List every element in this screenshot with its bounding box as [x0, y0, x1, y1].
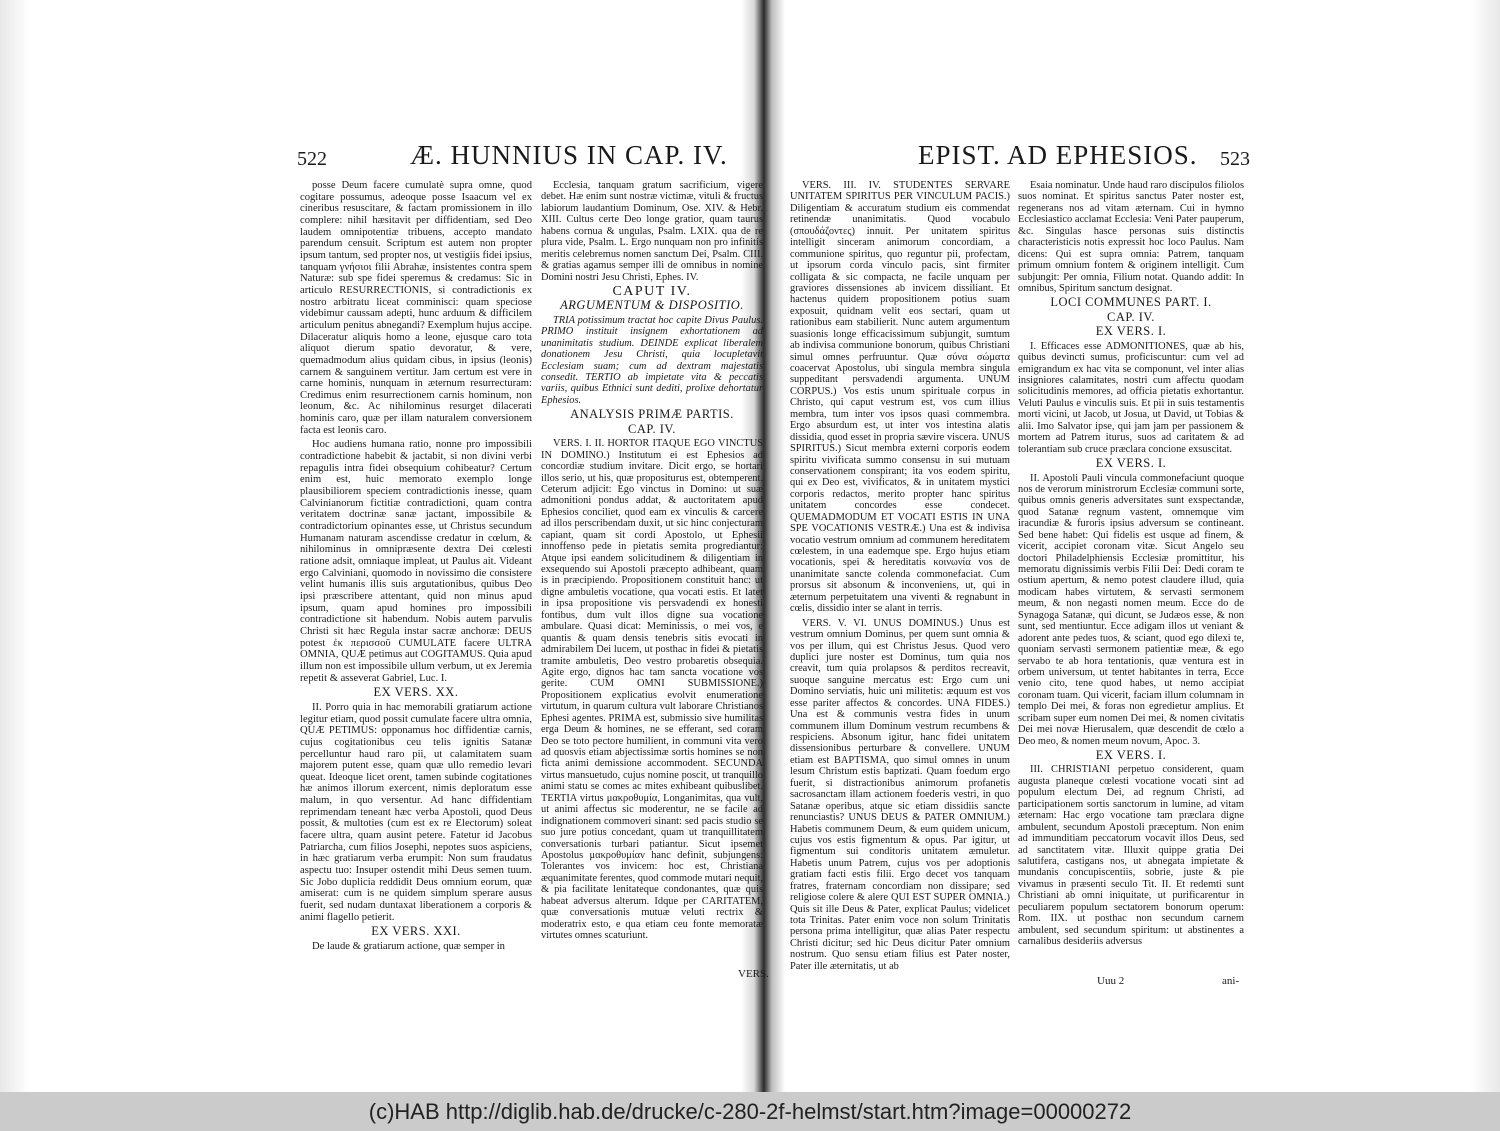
chapter-subheading: CAP. IV. [628, 421, 676, 436]
right-running-head: EPIST. AD EPHESIOS. [918, 140, 1198, 170]
right-column-1 [790, 180, 1010, 975]
left-catchword: VERS. [738, 968, 769, 980]
section-heading: LOCI COMMUNES PART. I. [1050, 295, 1212, 310]
paragraph: VERS. I. II. HORTOR ITAQUE EGO VINCTUS IN DOMINO.) Institutum ei est Ephesios ad concordiæ studium invitare. Dicit ergo, se hortari illos serio, ut his, quæ propositurus est, obtemperent. Ceterum adjicit: Ego vinctus in Domino: ut suæ admonitioni pondus addat, & auctoritatem apud Ephesios conciliet, quod eam ex vinculis & carcere ad illos perscribendam duxit, ut sic hinc conjecturam capiant, quam sit cordi Apostolo, ut Ephesii innoffenso pede in pietatis semita progrediantur: Atque ipsi eandem solicitudinem & diligentiam in exsequendo sui Apostoli præcepto adhibeant, quam is in præcipiendo. Propositionem constituit hanc: ut digne ambuletis vocatione, qua vocati estis. Et latet in ipsa propositione vis persvadendi ex honesti fontibus, dum vult illos digne sua vocatione ambulare. Quasi dicat: Meminissis, o mei vos, e quantis & quam densis tenebris sitis evocati in admirabilem Dei lucem, ut posthac in fidei & pietatis tramite ambuletis, Deo vestro probaretis obsequia. Agite ergo, dignos hac tam sancta vocatione vos gerite. CUM OMNI SUBMISSIONE.) Propositionem explicatius evolvit enumeratione virtutum, in quarum cultura vult laborare Christianos Ephesi agentes. PRIMA est, submissio sive humilitas erga Deum & homines, ne se efferant, sed coram Deo se toto pectore humilient, in communi vita vero ad quosvis etiam abjectissimæ sortis homines se non ficta animi demissione accommodent. SECUNDA virtus mansuetudo, cujus nomine poscit, ut tranquillo animi statu se comes ac mites exhibeant quibuslibet. TERTIA virtus μακροθυμία, Longanimitas, qua vult, ut animi affectus sic moderentur, ne se facile ad indignationem commoveri sinant: sed pacis studio se suo jure potius concedant, quam ut tranquillitatem conversationis turbari patiantur. Sicut ipsemet Apostolus μακροθυμίαν hanc definit, subjungens: Tolerantes vos invicem: hoc est, Christiana æquanimitate ferentes, quod commode mutari nequit, & pia facilitate lenitateque condonantes, quæ quis habeat adversus alterum. Idque per CARITATEM, quæ conversationis mutuæ veluti rectrix & moderatrix esto, e qua etiam ceu fonte memoratæ virtutes omnes scaturiunt. [541, 438, 763, 941]
right-column-2 [1018, 180, 1244, 950]
section-heading: EX VERS. XX. [373, 685, 459, 700]
paragraph: De laude & gratiarum actione, quæ semper in [312, 941, 505, 952]
paragraph: VERS. III. IV. STUDENTES SERVARE UNITATEM SPIRITUS PER VINCULUM PACIS.) Diligentiam & accuratum studium eis commendat retinendæ unanimitatis. Quod vocabulo (σπουδάζοντες) innuit. Per unitatem spiritus intelligit sinceram animorum concordiam, a communione spiritus, quo reguntur pii, profectam, ut ipsorum corda vinculo pacis, sint firmiter colligata & sic compacta, ne facile unquam per graviores dissensiones ab invicem dissiliant. Et hactenus quidem propositionem potius suam exposuit, quidnam velit eos sectari, quam ut rationibus eam stabilierit. Nunc autem argumentum suasionis longe efficacissimum subjungit, sumtum ab indivisa communione bonorum, quibus Christiani simul omnes perfruuntur. Quæ σύνα σώματα coacervat Apostolus, ubi singula membra singula suppeditant persvadendi argumenta. UNUM CORPUS.) Vos estis unum spirituale corpus in Christo, qui caput vestrum est, vos cum illius membra, tum inter vos ipsos quasi commembra. Ergo absurdum est, ut inter vos intestina alatis dissidia, quod esset in propria sævire viscera. UNUS SPIRITUS.) Sicut membra externi corporis eodem spiritu vivificata summo consensu in sui mutuam conservationem conspirant; ita vos eodem spiritu, qui ex Deo est, vivificatos, & in unitatem mystici corporis redactos, merito propter hanc spiritus unitatem concordes esse condecet. QUEMADMODUM ET VOCATI ESTIS IN UNA SPE VOCATIONIS VESTRÆ.) Una est & indivisa vocatio vestrum omnium ad communem hereditatem cœlestem, in una eademque spe. Ergo hujus etiam vocationis, spei & hereditatis κοινωνία vos de unanimitate sancte colenda commonefaciat. Cum prorsus sit absonum & inconveniens, ut, qui in æternum perpetuitatem una viventi & regnabunt in cœlis, dissidio inter se alant in terris. [790, 180, 1010, 615]
argument-text: TRIA potissimum tractat hoc capite Divus Paulus. PRIMO instituit insignem exhortationem ad unanimitatis studium. DEINDE explicat liberalem donationem Jesu Christi, quia locupletavit Ecclesiam suam; cum ad dextram majestatis consedit. TERTIO ab impietate vita & peccatis variis, quibus Ethnici sunt dediti, prolixe dehortatur Ephesios. [541, 314, 763, 406]
paragraph: II. Porro quia in hac memorabili gratiarum actione legitur etiam, quod possit cumulate facere ultra omnia, QUÆ PETIMUS: opponamus hoc diffidentiæ carnis, cujus cogitationibus ceu telis ignitis Satanæ percelluntur haud raro pii, ut calamitatem suam majorem putent esse, quam quæ ullo remedio levari queat. Ideoque licet orent, tamen subinde cogitationes hæ animos illorum exercent, nimis deploratum esse malum, in quo versentur. Ad hanc diffidentiam reprimendam teneant hæc verba Apostoli, quod Deus possit, & multoties (cum est ex re Electorum) soleat facere ultra, quam ausint petere. Fatetur id Jacobus Patriarcha, cum filios Josephi, nepotes suos aspiciens, in hæc gratiarum verba erumpit: Non sum fraudatus aspectu tuo: Insuper ostendit mihi Deus semen tuum. Sic Jobo duplicia reddidit Deus omnium eorum, quæ amiserat: cum is ne quidem simplum sperare ausus fuerit, sed nudam duntaxat liberationem a corporis & animi flagello petierit. [300, 701, 532, 923]
paragraph: Hoc audiens humana ratio, nonne pro impossibili contradictione habebit & jactabit, si non divini verbi repagulis intra fidei obsequium cohibeatur? Certum enim est, huic memorato exemplo longe plausibiliorem speciem contradictionis inesse, quam Calvinianorum fictitiæ contradictioni, quam contra veritatem doctrinæ sanæ jactant, impossibile & contradictorium opinantes esse, ut Christus secundum Humanam naturam ascendisse credatur in cœlum, & nihilominus in omnipræsente dextra Dei cœlesti ratione adsit, omniaque impleat, ut Paulus ait. Videant ergo Calviniani, quomodo in novissimo die consistere velint humanis illis suis argutationibus, quibus Deo ipsi præscribere attentant, quid non minus apud ipsum, quam apud homines pro impossibili contradictione sit habendum. Nobis autem parvulis Christi sit hæc Regula instar sacræ anchoræ: DEUS potest ἐκ περισσοῦ CUMULATE facere ULTRA OMNIA, QUÆ petimus aut COGITAMUS. Quia apud illum non est impossibile ullum verbum, ut ex Jeremia repetit & asseverat Gabriel, Luc. I. [300, 439, 532, 684]
left-column-2 [541, 180, 763, 944]
section-heading: CAP. IV. [1107, 309, 1155, 324]
left-page-edge [0, 0, 30, 1092]
paragraph: Esaia nominatur. Unde haud raro discipulos filiolos suos nominat. Et spiritus sanctus Pater noster est, regenerans nos ad vitam æternam. Cui in hymno Ecclesiastico acclamat Ecclesia: Veni Pater pauperum, &c. Singulas hasce personas suis distinctis characteristicis notis expressit hoc loco Paulus. Nam dicens: Qui est supra omnia: Patrem, tanquam primum omnium fontem & originem intelligit. Cum subjungit: Per omnia, Filium notat. Quando addit: In omnibus, Spiritum sanctum designat. [1018, 180, 1244, 294]
section-heading: EX VERS. I. [1095, 324, 1167, 339]
paragraph: posse Deum facere cumulatè supra omne, quod cogitare possumus, adeoque posse Isaacum vel ex cineribus resuscitare, & factam promissionem in illo complere: nihil hæsitavit per diffidentiam, sed Deo laudem omnipotentiæ tribuens, accepto mandato parendum censuit. Scriptum est autem non propter ipsum tantum, sed propter nos, ut vestigiis fidei ipsius, tanquam γνήσιοι filii Abrahæ, insistentes contra spem Naturæ: sub spe fidei speremus & credamus: Sic in articulo RESURRECTIONIS, si contradictionis ex nostro arbitratu liceat comminisci: quam speciose videbimur caussam adepti, hunc arduum & difficilem articulum penitus abnegandi? Exemplum hujus accipe. Dilaceratur aliquis homo a leone, ejusque caro tota aliquot dierum spatio devoratur, & vere, quemadmodum alius quidam cibus, in ipsius (leonis) carnem & sanguinem vertitur. Jam certum est vere in carne hominis, nunquam in æternum resurrecturam: Credimus enim resurrectionem carnis hominum, non leonum, &c. Ac nihilominus resurget dilacerati hominis caro, quæ per illam naturalem conversionem facta est leonis caro. [300, 180, 532, 436]
right-catchword: ani- [1222, 975, 1240, 987]
right-page-edge [1470, 0, 1500, 1092]
right-page-number: 523 [1220, 148, 1250, 170]
section-heading: EX VERS. XXI. [371, 924, 461, 939]
paragraph: II. Apostoli Pauli vincula commonefaciunt quoque nos de verorum ministrorum Ecclesiæ communi sorte, quibus omnis generis adversitates sunt exspectandæ, quod Satanæ regnum vastent, omnemque vim iracundiæ & furoris ipsius adversum se contineant. Sed bene habet: Qui fidelis est usque ad finem, & vicerit, accipiet coronam vitæ. Sicut Angelo seu doctori Philadelphiensis Ecclesiæ promittitur, his memoratu dignissimis verbis Filii Dei: Dedi coram te ostium apertum, & nemo potest claudere illud, quia modicam habes virtutem, & servasti sermonem meum, & non negasti nomen meum. Ecce do de Synagoga Satanæ, qui dicunt, se Judæos esse, & non sunt, sed mentiuntur. Ecce adigam illos ut veniant & adorent ante pedes tuos, & sciant, quod ego dilexi te, quoniam servasti sermonem patientiæ meæ, & ego servabo te ab hora tentationis, quæ ventura est in orbem universum, ut tentet habitantes in terra, Ecce venio cito, tene quod habes, ut nemo accipiat coronam tuam. Qui vicerit, faciam illum columnam in templo Dei mei, & foras non egredietur amplius. Et scribam super eum nomen Dei mei, & nomen civitatis Dei mei novæ Hierusalem, quæ descendit de cœlo a Deo meo, & nomen meum novum, Apoc. 3. [1018, 472, 1244, 747]
chapter-heading: CAPUT IV. [612, 283, 692, 299]
argument-heading: ARGUMENTUM & DISPOSITIO. [560, 298, 744, 313]
paragraph: VERS. V. VI. UNUS DOMINUS.) Unus est vestrum omnium Dominus, per quem sunt omnia & vos per illum, qui est Christus Jesus. Quod vero duplici jure noster est Dominus, tum quia nos creavit, tum quia prolapsos & perditos recreavit, suoque sanguine mercatus est: Ergo cum uni Domino serviatis, huic uni militetis: æquum est vos esse pariter affectos & concordes. UNA FIDES.) Una est & communis vestra fides in unum communem illum Dominum vestrum recumbens & respiciens. Absonum igitur, hanc fidei unitatem dissensionibus perturbare & convellere. UNUM etiam est BAPTISMA, quo simul omnes in unum lesum Christum estis baptizati. Quam foedum ergo fuerit, si distractionibus animorum profanetis sacrosanctam illam actionem foederis vestri, in quo Satanæ operibus, atque sic etiam dissidiis sancte renunciastis? UNUS DEUS & PATER OMNIUM.) Habetis communem Deum, & eum quidem unicum, cujus vos estis figmentum & opus. Par igitur, ut figmentum sui conditoris unitatem æmuletur. Habetis unum Patrem, cujus vos per adoptionis gratiam facti estis filii. Ergo decet vos tanquam fratres, fraternam concordiam non dissipare; sed religiose colere & alere QUI EST SUPER OMNIA.) Quis sit ille Deus & Pater, explicat Paulus; videlicet tota Trinitas. Pater enim voce non solum Trinitatis persona prima intelligitur, quæ alias Pater respectu Christi dicitur; sed hic Deus dicitur Pater omnium nostrum. Quo sensu etiam filius est Pater noster, Pater ille æternitatis, ut ab [790, 617, 1010, 972]
left-column-1 [300, 180, 532, 956]
paragraph: III. CHRISTIANI perpetuo considerent, quam augusta planeque cœlesti vocatione vocati sint ad populum electum Dei, ad regnum Christi, ad participationem sortis sanctorum in lumine, ad vitam æternam: Hac ergo vocatione tam præclara digne ambulent, secundum Apostoli præceptum. Non enim ad immunditiam peccatorum vocavit illos Deus, sed ad sanctitatem vitæ. Illuxit quippe gratia Dei salutifera, castigans nos, ut abnegata impietate & mundanis concupiscentiis, sobrie, juste & pie vivamus in præsenti seculo Tit. II. Et redemti sunt Christiani ab omni iniquitate, ut purificarentur in peculiarem populum sectatorem bonorum operum: Rom. IIX. ut posthac non secundum carnem ambulent, sed secundum spiritum: ut abstinentes a carnalibus desideriis adversus [1018, 764, 1244, 947]
left-running-head: Æ. HUNNIUS IN CAP. IV. [410, 140, 728, 170]
signature-mark: Uuu 2 [1097, 975, 1125, 987]
copyright-footer: (c)HAB http://diglib.hab.de/drucke/c-280-2f-helmst/start.htm?image=00000272 [0, 1092, 1500, 1131]
analysis-heading: ANALYSIS PRIMÆ PARTIS. [570, 407, 734, 422]
paragraph: I. Efficaces esse ADMONITIONES, quæ ab his, quibus devincti sumus, proficiscuntur: cum vel ad emigrandum ex hac vita se componunt, vel inter alias insigniores calamitates, nostri cum affectu quodam solicitudinis memores, ad officia pietatis exhortantur. Veluti Paulus e vinculis suis. Et pii in suis testamentis morti vicini, ut Jacob, ut Josua, ut David, ut Tobias & alii. Imo Salvator ipse, qui jam jam per passionem & mortem ad Patrem iturus, suos ad caritatem & ad tolerantiam sub cruce præclara concione exsuscitat. [1018, 340, 1244, 455]
left-page-number: 522 [297, 148, 327, 170]
paragraph: Ecclesia, tanquam gratum sacrificium, vigere debet. Hæ enim sunt nostræ victimæ, vituli & fructus labiorum laudantium Dominum, Ose. XIV. & Hebr. XIII. Cultus certe Deo longe gratior, quam taurus habens cornua & ungulas, Psalm. LXIX. qua de re plura vide, Psalm. L. Ergo nunquam non pro infinitis meritis celebremus nomen sanctum Dei, Psalm. CIII. & gratias agamus semper illi de omnibus in nomine Domini nostri Jesu Christi, Ephes. IV. [541, 180, 763, 283]
section-heading: EX VERS. I. [1095, 748, 1167, 762]
section-heading: EX VERS. I. [1095, 456, 1167, 471]
